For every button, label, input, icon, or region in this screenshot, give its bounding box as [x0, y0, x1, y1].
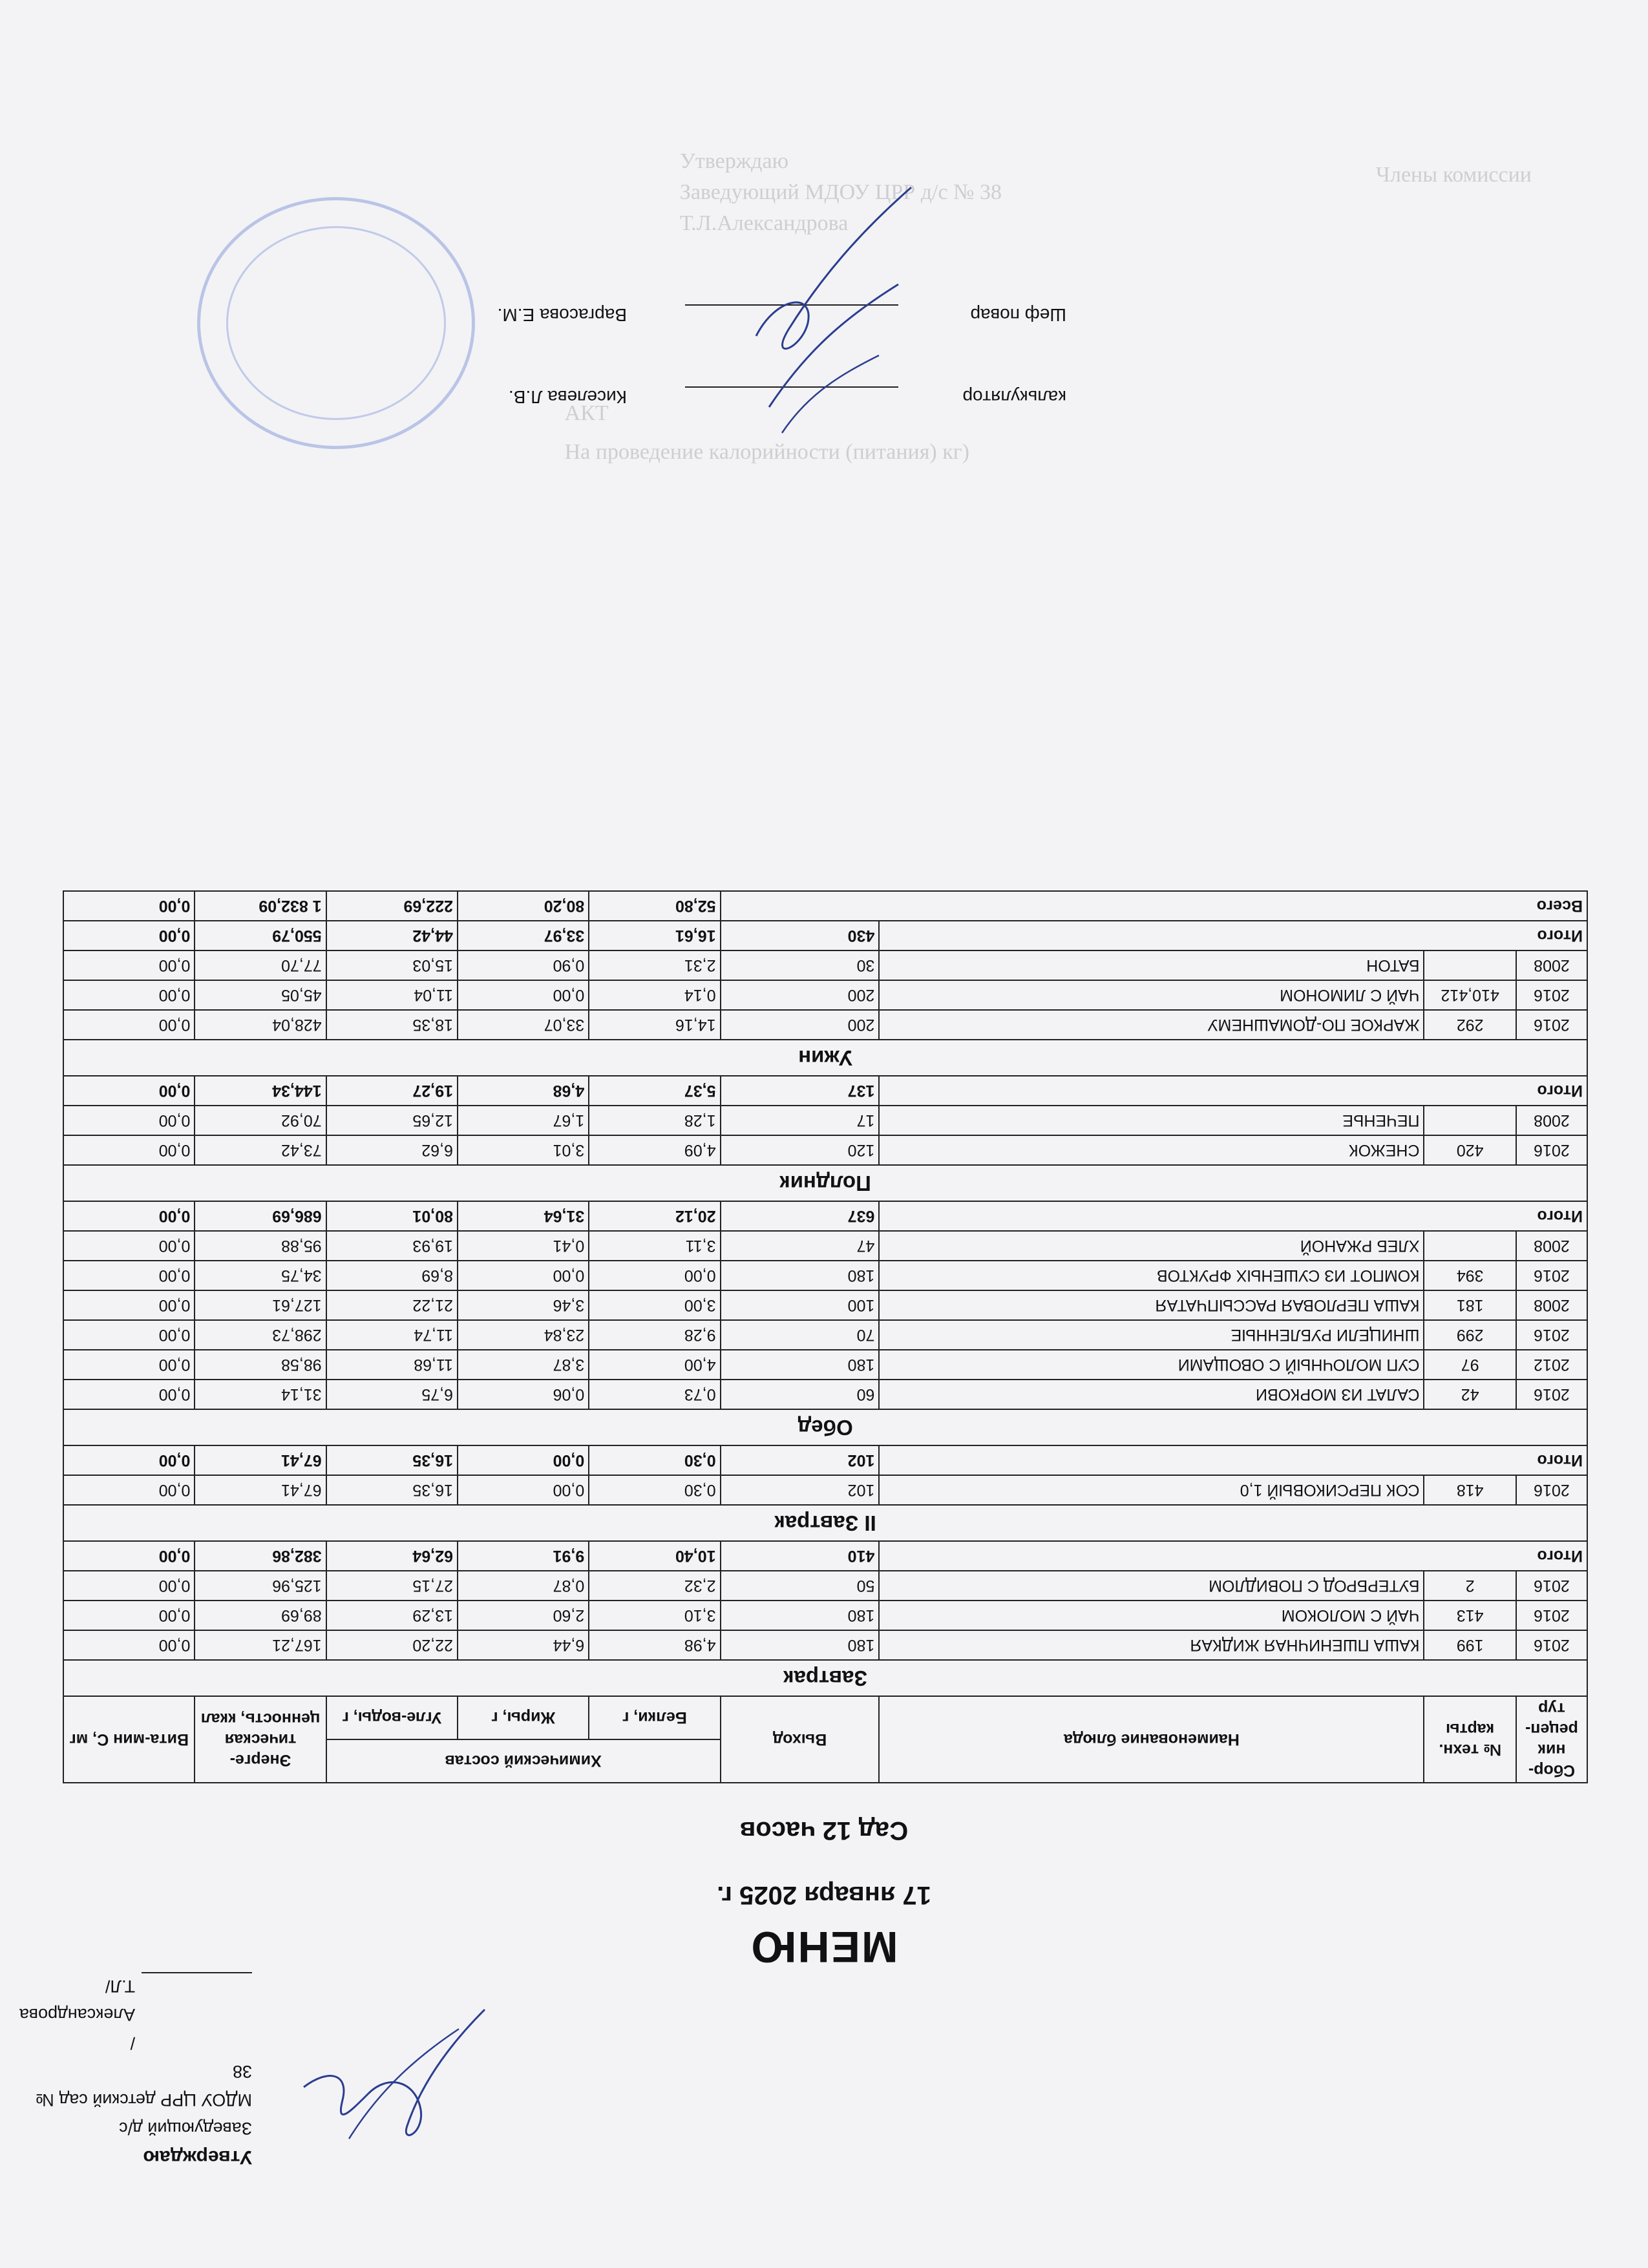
cell-dish-name: СНЕЖОК	[879, 1135, 1424, 1165]
table-row	[63, 1475, 1587, 1505]
cell-output: 50	[721, 1571, 880, 1601]
total-carbs: 62,64	[326, 1541, 458, 1571]
total-energy: 686,69	[195, 1201, 326, 1231]
cell-dish-name: ШНИЦЕЛИ РУБЛЕННЫЕ	[879, 1320, 1424, 1350]
cell-tech-card: 410,412	[1424, 980, 1516, 1010]
cell-output: 47	[721, 1231, 880, 1261]
section-total-row	[63, 1541, 1587, 1571]
table-row	[63, 1380, 1587, 1409]
cell-output: 200	[721, 980, 880, 1010]
cell-tech-card: 413	[1424, 1601, 1516, 1630]
cell-tech-card: 42	[1424, 1380, 1516, 1409]
bleed-through-text: Члены комиссии	[1375, 163, 1532, 187]
cell-energy: 67,41	[195, 1475, 326, 1505]
cell-output: 180	[721, 1261, 880, 1290]
table-row	[63, 980, 1587, 1010]
table-row	[63, 1010, 1587, 1040]
total-label: Итого	[879, 1201, 1587, 1231]
cell-output: 120	[721, 1135, 880, 1165]
approval-position: Заведующий д/с	[119, 2119, 252, 2138]
cell-dish-name: БУТЕРБРОД С ПОВИДЛОМ	[879, 1571, 1424, 1601]
cell-energy: 127,61	[195, 1290, 326, 1320]
cell-tech-card: 420	[1424, 1135, 1516, 1165]
cell-fat: 0,41	[458, 1231, 589, 1261]
cell-tech-card: 292	[1424, 1010, 1516, 1040]
total-label: Итого	[879, 921, 1587, 950]
cell-vitamin: 0,00	[63, 1571, 195, 1601]
cell-carbs: 8,69	[326, 1261, 458, 1290]
col-chem-group: Химический состав	[326, 1739, 721, 1783]
cell-carbs: 22,20	[326, 1630, 458, 1660]
menu-table-body	[63, 891, 1587, 1696]
cell-vitamin: 0,00	[63, 1231, 195, 1261]
cell-energy: 34,75	[195, 1261, 326, 1290]
table-row	[63, 1320, 1587, 1350]
section-total-row	[63, 921, 1587, 950]
section-header-row	[63, 1165, 1587, 1201]
total-energy: 67,41	[195, 1445, 326, 1475]
approval-signature-line	[19, 1972, 252, 2057]
table-row	[63, 1290, 1587, 1320]
grand-carbs: 222,69	[326, 891, 458, 921]
cell-energy: 31,14	[195, 1380, 326, 1409]
cell-vitamin: 0,00	[63, 980, 195, 1010]
cell-sbornik: 2016	[1516, 1380, 1587, 1409]
table-row	[63, 1630, 1587, 1660]
col-output: Выход	[721, 1696, 880, 1783]
cell-carbs: 19,93	[326, 1231, 458, 1261]
cell-tech-card	[1424, 950, 1516, 980]
cell-energy: 98,58	[195, 1350, 326, 1380]
cell-dish-name: КОМПОТ ИЗ СУШЕНЫХ ФРУКТОВ	[879, 1261, 1424, 1290]
cell-dish-name: СОК ПЕРСИКОВЫЙ 1,0	[879, 1475, 1424, 1505]
cell-protein: 3,00	[589, 1290, 720, 1320]
cell-carbs: 6,75	[326, 1380, 458, 1409]
grand-total-row	[63, 891, 1587, 921]
cell-carbs: 16,35	[326, 1475, 458, 1505]
cell-dish-name: ЧАЙ С МОЛОКОМ	[879, 1601, 1424, 1630]
total-fat: 4,68	[458, 1076, 589, 1106]
table-row	[63, 1231, 1587, 1261]
cell-tech-card	[1424, 1106, 1516, 1135]
section-header-row	[63, 1409, 1587, 1445]
col-vitamin: Вита-мин С, мг	[63, 1696, 195, 1783]
total-carbs: 80,01	[326, 1201, 458, 1231]
cell-sbornik: 2012	[1516, 1350, 1587, 1380]
cell-fat: 3,87	[458, 1350, 589, 1380]
table-row	[63, 1350, 1587, 1380]
total-output: 410	[721, 1541, 880, 1571]
total-carbs: 19,27	[326, 1076, 458, 1106]
cell-vitamin: 0,00	[63, 1630, 195, 1660]
cell-energy: 125,96	[195, 1571, 326, 1601]
cell-output: 60	[721, 1380, 880, 1409]
approval-signature	[291, 1997, 498, 2165]
cell-vitamin: 0,00	[63, 1475, 195, 1505]
total-protein: 10,40	[589, 1541, 720, 1571]
cell-dish-name: КАША ПШЕНИЧНАЯ ЖИДКАЯ	[879, 1630, 1424, 1660]
section-total-row	[63, 1201, 1587, 1231]
cell-output: 70	[721, 1320, 880, 1350]
cell-energy: 95,88	[195, 1231, 326, 1261]
cell-dish-name: ЖАРКОЕ ПО-ДОМАШНЕМУ	[879, 1010, 1424, 1040]
cell-vitamin: 0,00	[63, 950, 195, 980]
col-energy: Энерге-тическая ценность, ккал	[195, 1696, 326, 1783]
approval-sign-line	[142, 1972, 252, 1993]
total-fat: 31,64	[458, 1201, 589, 1231]
cell-sbornik: 2016	[1516, 1630, 1587, 1660]
cell-vitamin: 0,00	[63, 1290, 195, 1320]
col-tech-card: № техн. карты	[1424, 1696, 1516, 1783]
cell-vitamin: 0,00	[63, 1261, 195, 1290]
grand-total-label: Всего	[721, 891, 1587, 921]
grand-vitamin: 0,00	[63, 891, 195, 921]
approval-title: Утверждаю	[143, 2147, 252, 2168]
total-energy: 144,34	[195, 1076, 326, 1106]
cell-carbs: 11,74	[326, 1320, 458, 1350]
cell-sbornik: 2008	[1516, 1106, 1587, 1135]
total-label: Итого	[879, 1076, 1587, 1106]
cell-sbornik: 2016	[1516, 1475, 1587, 1505]
col-fat: Жиры, г	[458, 1696, 589, 1739]
cell-vitamin: 0,00	[63, 1106, 195, 1135]
total-fat: 33,97	[458, 921, 589, 950]
cell-output: 180	[721, 1630, 880, 1660]
calc-signature-row	[355, 386, 1066, 407]
table-row	[63, 1106, 1587, 1135]
total-vitamin: 0,00	[63, 1076, 195, 1106]
grand-energy: 1 832,09	[195, 891, 326, 921]
cell-carbs: 18,35	[326, 1010, 458, 1040]
cell-protein: 4,98	[589, 1630, 720, 1660]
grand-fat: 80,20	[458, 891, 589, 921]
cell-protein: 4,09	[589, 1135, 720, 1165]
table-header-row	[63, 1739, 1587, 1783]
cell-output: 180	[721, 1601, 880, 1630]
approval-block	[19, 1972, 252, 2171]
cell-tech-card	[1424, 1231, 1516, 1261]
cell-energy: 89,69	[195, 1601, 326, 1630]
cell-vitamin: 0,00	[63, 1380, 195, 1409]
cell-vitamin: 0,00	[63, 1135, 195, 1165]
cell-carbs: 15,03	[326, 950, 458, 980]
cell-fat: 6,44	[458, 1630, 589, 1660]
cell-dish-name: ЧАЙ С ЛИМОНОМ	[879, 980, 1424, 1010]
cell-dish-name: САЛАТ ИЗ МОРКОВИ	[879, 1380, 1424, 1409]
cell-tech-card: 2	[1424, 1571, 1516, 1601]
total-carbs: 44,42	[326, 921, 458, 950]
cell-energy: 45,05	[195, 980, 326, 1010]
total-vitamin: 0,00	[63, 1445, 195, 1475]
cell-sbornik: 2016	[1516, 1320, 1587, 1350]
col-dish-name: Наименование блюда	[879, 1696, 1424, 1783]
col-carbs: Угле-воды, г	[326, 1696, 458, 1739]
cell-protein: 0,00	[589, 1261, 720, 1290]
cell-fat: 2,60	[458, 1601, 589, 1630]
cell-sbornik: 2008	[1516, 1290, 1587, 1320]
section-header-row	[63, 1040, 1587, 1076]
page-title: МЕНЮ	[750, 1922, 898, 1971]
cell-fat: 0,90	[458, 950, 589, 980]
signature-block	[355, 243, 1066, 407]
cell-output: 100	[721, 1290, 880, 1320]
cell-protein: 2,31	[589, 950, 720, 980]
cell-protein: 3,10	[589, 1601, 720, 1630]
cell-carbs: 11,68	[326, 1350, 458, 1380]
total-label: Итого	[879, 1445, 1587, 1475]
total-energy: 382,86	[195, 1541, 326, 1571]
calc-role: калькулятор	[962, 387, 1066, 407]
col-sbornik: Сбор-ник рецеп-тур	[1516, 1696, 1587, 1783]
chef-signature-row	[355, 304, 1066, 325]
table-row	[63, 1261, 1587, 1290]
cell-protein: 4,00	[589, 1350, 720, 1380]
bleed-through-act: АКТ На проведение калорийности (питания) кг)	[564, 401, 969, 464]
cell-energy: 70,92	[195, 1106, 326, 1135]
section-title: Завтрак	[63, 1660, 1587, 1696]
cell-protein: 1,28	[589, 1106, 720, 1135]
cell-energy: 167,21	[195, 1630, 326, 1660]
section-header-row	[63, 1660, 1587, 1696]
total-protein: 20,12	[589, 1201, 720, 1231]
cell-protein: 9,28	[589, 1320, 720, 1350]
total-fat: 9,91	[458, 1541, 589, 1571]
section-title: Обед	[63, 1409, 1587, 1445]
cell-fat: 0,87	[458, 1571, 589, 1601]
cell-fat: 3,46	[458, 1290, 589, 1320]
cell-vitamin: 0,00	[63, 1320, 195, 1350]
total-vitamin: 0,00	[63, 921, 195, 950]
cell-output: 17	[721, 1106, 880, 1135]
cell-energy: 428,04	[195, 1010, 326, 1040]
cell-carbs: 13,29	[326, 1601, 458, 1630]
total-vitamin: 0,00	[63, 1541, 195, 1571]
cell-protein: 0,73	[589, 1380, 720, 1409]
table-row	[63, 1135, 1587, 1165]
cell-sbornik: 2016	[1516, 1261, 1587, 1290]
group-title: Сад 12 часов	[739, 1816, 909, 1845]
cell-fat: 23,84	[458, 1320, 589, 1350]
calc-name: Киселева Л.В.	[508, 387, 627, 407]
total-energy: 550,79	[195, 921, 326, 950]
total-protein: 0,30	[589, 1445, 720, 1475]
col-protein: Белки, г	[589, 1696, 720, 1739]
approval-name: /Александрова Т.Л/	[19, 1977, 136, 2053]
cell-tech-card: 418	[1424, 1475, 1516, 1505]
chef-role: Шеф повар	[970, 305, 1066, 325]
cell-sbornik: 2008	[1516, 1231, 1587, 1261]
cell-tech-card: 299	[1424, 1320, 1516, 1350]
total-output: 430	[721, 921, 880, 950]
cell-carbs: 12,65	[326, 1106, 458, 1135]
table-row	[63, 950, 1587, 980]
cell-sbornik: 2008	[1516, 950, 1587, 980]
cell-vitamin: 0,00	[63, 1601, 195, 1630]
total-protein: 5,37	[589, 1076, 720, 1106]
cell-tech-card: 199	[1424, 1630, 1516, 1660]
cell-energy: 73,42	[195, 1135, 326, 1165]
cell-energy: 298,73	[195, 1320, 326, 1350]
cell-tech-card: 97	[1424, 1350, 1516, 1380]
section-title: Полдник	[63, 1165, 1587, 1201]
cell-protein: 14,16	[589, 1010, 720, 1040]
cell-sbornik: 2016	[1516, 980, 1587, 1010]
cell-carbs: 11,04	[326, 980, 458, 1010]
chef-name: Варгасова Е.М.	[497, 305, 627, 325]
cell-dish-name: СУП МОЛОЧНЫЙ С ОВОЩАМИ	[879, 1350, 1424, 1380]
cell-energy: 77,70	[195, 950, 326, 980]
cell-dish-name: КАША ПЕРЛОВАЯ РАССЫПЧАТАЯ	[879, 1290, 1424, 1320]
cell-fat: 0,00	[458, 1475, 589, 1505]
total-label: Итого	[879, 1541, 1587, 1571]
cell-protein: 3,11	[589, 1231, 720, 1261]
approval-organization: МДОУ ЦРР детский сад № 38	[36, 2062, 252, 2110]
cell-fat: 33,07	[458, 1010, 589, 1040]
cell-fat: 0,00	[458, 980, 589, 1010]
menu-date: 17 января 2025 г.	[717, 1881, 931, 1909]
section-total-row	[63, 1445, 1587, 1475]
section-header-row	[63, 1505, 1587, 1541]
cell-dish-name: ХЛЕБ РЖАНОЙ	[879, 1231, 1424, 1261]
cell-protein: 0,14	[589, 980, 720, 1010]
total-protein: 16,61	[589, 921, 720, 950]
bleed-through-approval: Утверждаю Заведующий МДОУ ЦРР д/с № 38 Т.Л.Александрова	[679, 149, 1002, 235]
total-fat: 0,00	[458, 1445, 589, 1475]
section-title: Ужин	[63, 1040, 1587, 1076]
cell-sbornik: 2016	[1516, 1135, 1587, 1165]
total-output: 102	[721, 1445, 880, 1475]
cell-vitamin: 0,00	[63, 1010, 195, 1040]
cell-tech-card: 394	[1424, 1261, 1516, 1290]
cell-sbornik: 2016	[1516, 1010, 1587, 1040]
cell-fat: 0,06	[458, 1380, 589, 1409]
total-vitamin: 0,00	[63, 1201, 195, 1231]
menu-table	[63, 890, 1588, 1783]
cell-carbs: 6,62	[326, 1135, 458, 1165]
section-total-row	[63, 1076, 1587, 1106]
total-carbs: 16,35	[326, 1445, 458, 1475]
grand-protein: 52,80	[589, 891, 720, 921]
cell-vitamin: 0,00	[63, 1350, 195, 1380]
cell-output: 200	[721, 1010, 880, 1040]
cell-protein: 0,30	[589, 1475, 720, 1505]
table-row	[63, 1601, 1587, 1630]
cell-dish-name: БАТОН	[879, 950, 1424, 980]
total-output: 637	[721, 1201, 880, 1231]
signatures-handwriting	[730, 174, 937, 446]
cell-protein: 2,32	[589, 1571, 720, 1601]
cell-fat: 3,01	[458, 1135, 589, 1165]
total-output: 137	[721, 1076, 880, 1106]
section-title: II Завтрак	[63, 1505, 1587, 1541]
cell-carbs: 27,15	[326, 1571, 458, 1601]
cell-fat: 0,00	[458, 1261, 589, 1290]
cell-output: 180	[721, 1350, 880, 1380]
cell-sbornik: 2016	[1516, 1601, 1587, 1630]
table-row	[63, 1571, 1587, 1601]
cell-sbornik: 2016	[1516, 1571, 1587, 1601]
cell-output: 102	[721, 1475, 880, 1505]
cell-carbs: 21,22	[326, 1290, 458, 1320]
cell-tech-card: 181	[1424, 1290, 1516, 1320]
cell-output: 30	[721, 950, 880, 980]
cell-dish-name: ПЕЧЕНЬЕ	[879, 1106, 1424, 1135]
cell-fat: 1,67	[458, 1106, 589, 1135]
